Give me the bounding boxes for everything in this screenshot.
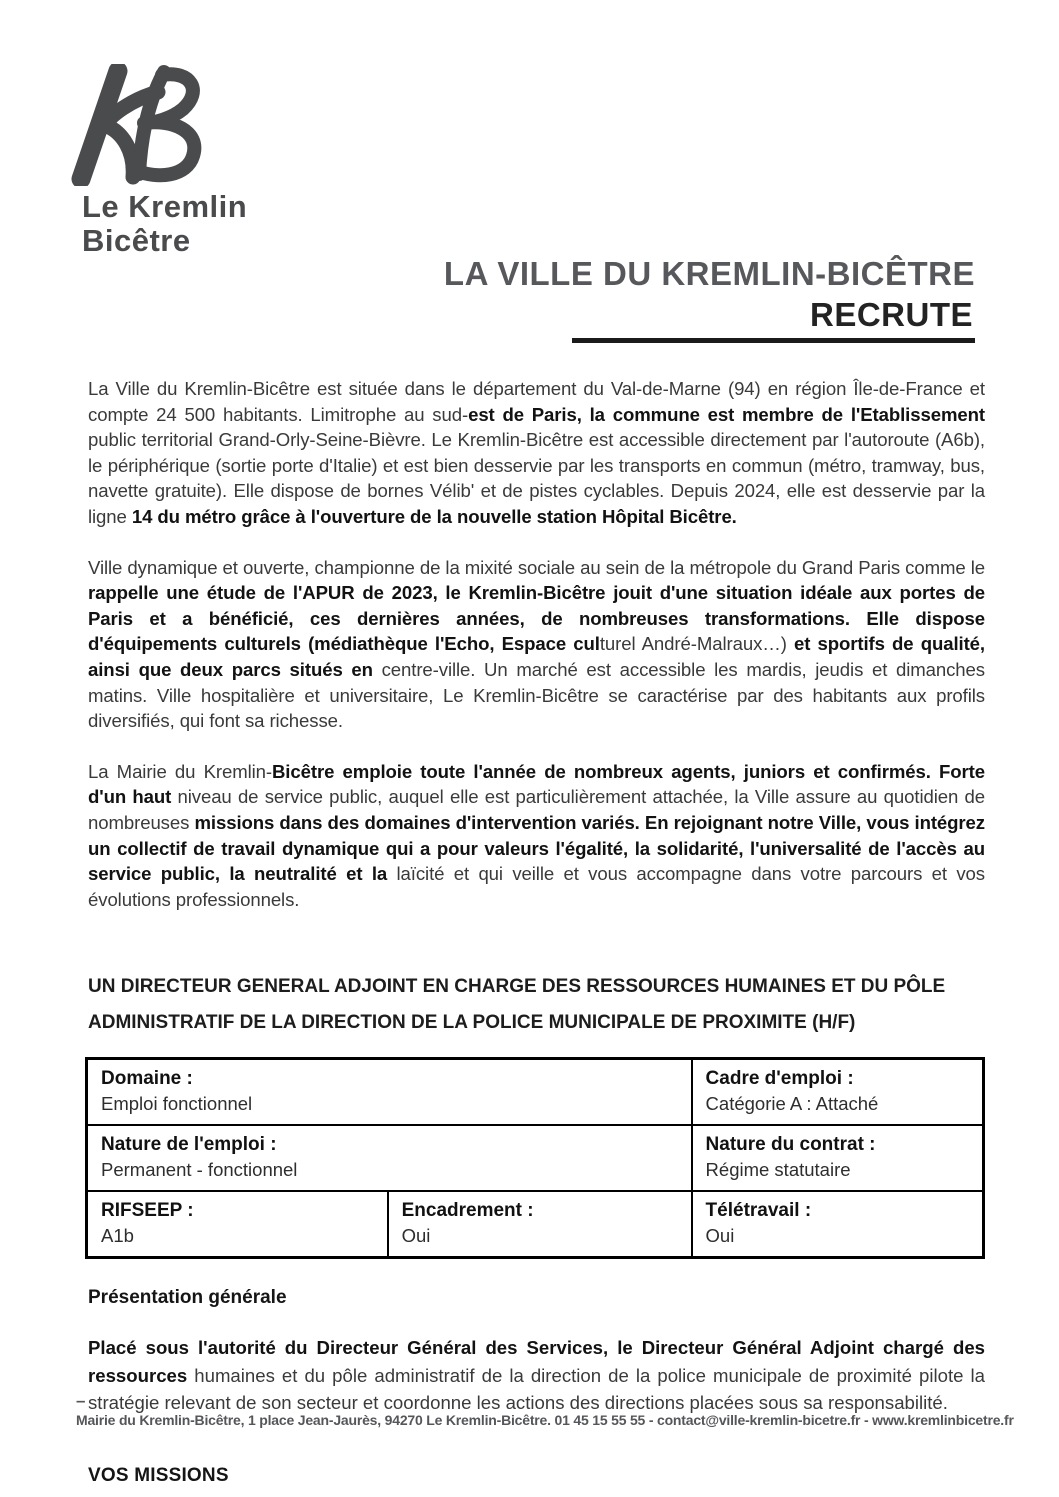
footer-dash: – <box>76 1391 86 1410</box>
cell-value: Permanent - fonctionnel <box>101 1159 298 1181</box>
table-cell <box>88 1126 691 1190</box>
footer-contact-line: Mairie du Kremlin-Bicêtre, 1 place Jean-Jaurès, 94270 Le Kremlin-Bicêtre. 01 45 15 55 55 - contact@ville-kremlin-bicetre.fr - www.kremlinbicetre.fr <box>76 1412 1014 1428</box>
cell-value: A1b <box>101 1225 134 1247</box>
cell-value: Régime statutaire <box>705 1159 851 1181</box>
cell-label: Nature du contrat : <box>705 1134 876 1156</box>
logo-name <box>82 190 247 258</box>
table-row <box>88 1060 982 1124</box>
cell-value: Oui <box>705 1225 735 1247</box>
table-cell <box>387 1192 691 1256</box>
presentation-paragraph: Placé sous l'autorité du Directeur Général des Services, le Directeur Général Adjoint chargé des ressources humaines et du pôle administratif de la direction de la police municipale de proximité pilote la stratégie relevant de son secteur et coordonne les actions des directions placées sous sa responsabilité. <box>88 1337 985 1414</box>
table-cell <box>691 1060 982 1124</box>
table-cell <box>88 1060 691 1124</box>
table-row <box>88 1190 982 1256</box>
page-footer <box>76 1391 1019 1429</box>
cell-value: Catégorie A : Attaché <box>705 1093 879 1115</box>
cell-label: Encadrement : <box>401 1200 534 1222</box>
kb-monogram-icon <box>60 64 228 186</box>
cell-label: Télétravail : <box>705 1200 812 1222</box>
kb-logo <box>60 64 247 258</box>
table-cell <box>691 1192 982 1256</box>
document-body <box>88 376 985 1488</box>
cell-label: Nature de l'emploi : <box>101 1134 277 1156</box>
intro-paragraph: La Ville du Kremlin-Bicêtre est située dans le département du Val-de-Marne (94) en région Île-de-France et compte 24 500 habitants. Limitrophe au sud-est de Paris, la commune est membre de l'Etablissement public territorial Grand-Orly-Seine-Bièvre. Le Kremlin-Bicêtre est accessible directement par l'autoroute (A6b), le périphérique (sortie porte d'Italie) et est bien desservie par les transports en commun (métro, tramway, bus, navette gratuite). Elle dispose de bornes Vélib' et de pistes cyclables. Depuis 2024, elle est desservie par la ligne 14 du métro grâce à l'ouverture de la nouvelle station Hôpital Bicêtre. <box>88 378 985 527</box>
job-title: UN DIRECTEUR GENERAL ADJOINT EN CHARGE DES RESSOURCES HUMAINES ET DU PÔLE ADMINISTRATIF DE LA DIRECTION DE LA POLICE MUNICIPALE DE PROXIMITE (H/F) <box>88 976 946 1034</box>
intro-paragraph: La Mairie du Kremlin-Bicêtre emploie toute l'année de nombreux agents, juniors et confirmés. Forte d'un haut niveau de service public, auquel elle est particulièrement attachée, la Ville assure au quotidien de nombreuses missions dans des domaines d'intervention variés. En rejoignant notre Ville, vous intégrez un collectif de travail dynamique qui a pour valeurs l'égalité, la solidarité, l'universalité de l'accès au service public, la neutralité et la laïcité et qui veille et vous accompagne dans votre parcours et vos évolutions professionnels. <box>88 760 985 910</box>
document-title-line1: LA VILLE DU KREMLIN-BICÊTRE <box>443 255 975 292</box>
missions-heading: VOS MISSIONS <box>88 1464 229 1486</box>
document-title-line2: RECRUTE <box>572 296 975 343</box>
details-table <box>85 1057 985 1259</box>
title-block <box>88 254 975 343</box>
logo-name-line2: Bicêtre <box>82 223 191 258</box>
table-cell <box>691 1126 982 1190</box>
logo-name-line1: Le Kremlin <box>82 189 248 224</box>
cell-label: Cadre d'emploi : <box>705 1068 854 1090</box>
cell-label: Domaine : <box>101 1068 193 1090</box>
table-row <box>88 1124 982 1190</box>
cell-value: Emploi fonctionnel <box>101 1093 253 1115</box>
intro-paragraphs <box>88 376 985 912</box>
cell-value: Oui <box>401 1225 431 1247</box>
table-cell <box>88 1192 387 1256</box>
presentation-heading: Présentation générale <box>88 1287 287 1309</box>
intro-paragraph: Ville dynamique et ouverte, championne de la mixité sociale au sein de la métropole du Grand Paris comme le rappelle une étude de l'APUR de 2023, le Kremlin-Bicêtre jouit d'une situation idéale aux portes de Paris et a bénéficié, ces dernières années, de nombreuses transformations. Elle dispose d'équipements culturels (médiathèque l'Echo, Espace culturel André-Malraux…) et sportifs de qualité, ainsi que deux parcs situés en centre-ville. Un marché est accessible les mardis, jeudis et dimanches matins. Ville hospitalière et universitaire, Le Kremlin-Bicêtre se caractérise par des habitants aux profils diversifiés, qui font sa richesse. <box>88 556 985 732</box>
cell-label: RIFSEEP : <box>101 1200 194 1222</box>
